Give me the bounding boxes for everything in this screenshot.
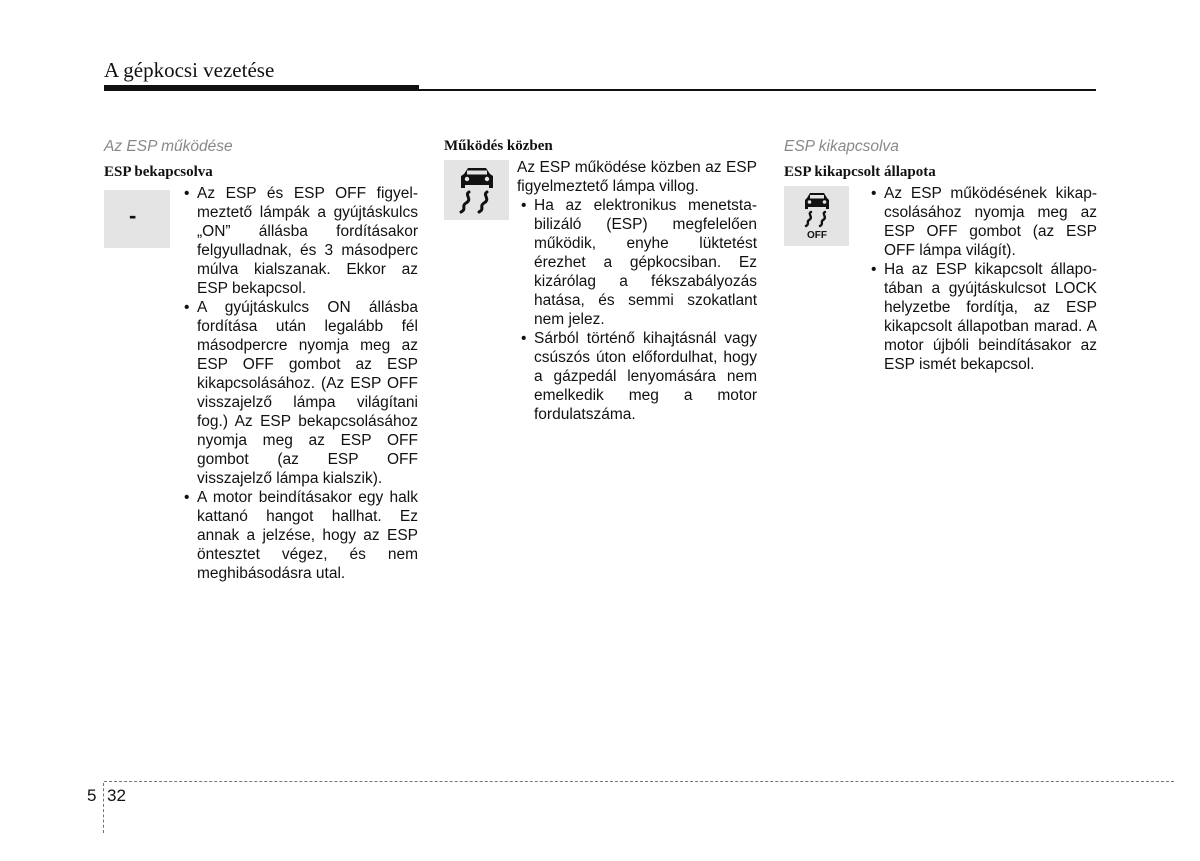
page-index: 32: [107, 786, 126, 805]
header-rule-thin: [419, 89, 1096, 91]
subheading: ESP kikapcsolt állapota: [784, 164, 936, 180]
list-item: • A motor beindításakor egy halk kattanó hangot hallhat. Ez annak a jelzése, hogy az ESP öntesztet végez, és nem meghibásodásra utal.: [180, 488, 418, 583]
subheading: ESP bekapcsolva: [104, 164, 213, 180]
section-title: Az ESP működése: [104, 138, 233, 155]
footer-divider: [104, 781, 1174, 782]
list-item: • Ha az ESP kikapcsolt állapotában a gyújtáskulcsot LOCK helyzetbe fordítja, az ESP kikapcsolt állapotban marad. A motor újbóli beindításakor az ESP ismét bekapcsol.: [867, 260, 1097, 374]
bullet-list: [517, 196, 757, 424]
list-item: • A gyújtáskulcs ON állásba fordítása után legalább fél másodpercre nyomja meg az ESP OFF gombot az ESP kikapcsolásához. (Az ESP OFF visszajelző lámpa világítani fog.) Az ESP bekapcsolásához nyomja meg az ESP OFF gombot (az ESP OFF visszajelző lámpa kialszik).: [180, 298, 418, 488]
column-during-operation: [444, 137, 757, 424]
chapter-number: 5: [87, 786, 97, 805]
list-item: • Az ESP működésének kikapcsolásához nyomja meg az ESP OFF gombot (az ESP OFF lámpa világít).: [867, 184, 1097, 260]
column-esp-off: [784, 137, 1097, 374]
esp-skid-icon: [444, 160, 509, 220]
esp-indicator-placeholder-icon: [104, 190, 170, 248]
column-esp-operation: [104, 137, 418, 583]
list-item: • Sárból történő kihajtásnál vagy csúszós úton előfordulhat, hogy a gázpedál lenyomására nem emelkedik meg a motor fordulatszáma.: [517, 329, 757, 424]
dash-symbol: -: [129, 203, 137, 228]
esp-off-icon: [784, 186, 849, 246]
section-title: ESP kikapcsolva: [784, 138, 899, 155]
list-item: • Ha az elektronikus menetstabilizáló (ESP) megfelelően működik, enyhe lüktetést érezhet a gépkocsiban. Ez kizárólag a fékszabályozás hatása, és semmi szokatlant nem jelez.: [517, 196, 757, 329]
list-item: • Az ESP és ESP OFF figyelmeztető lámpák a gyújtáskulcs „ON” állásba fordításakor felgyulladnak, és 3 másodperc múlva kialszanak. Ekkor az ESP bekapcsol.: [180, 184, 418, 298]
bullet-list: [867, 184, 1097, 374]
page-header-title: A gépkocsi vezetése: [104, 58, 275, 82]
intro-paragraph: Az ESP működése közben az ESP figyelmeztető lámpa villog.: [517, 159, 757, 195]
subheading: Működés közben: [444, 138, 553, 154]
page-number: [87, 786, 126, 806]
header-rule-thick: [104, 85, 419, 91]
off-label: OFF: [806, 230, 827, 241]
bullet-list: [180, 184, 418, 583]
